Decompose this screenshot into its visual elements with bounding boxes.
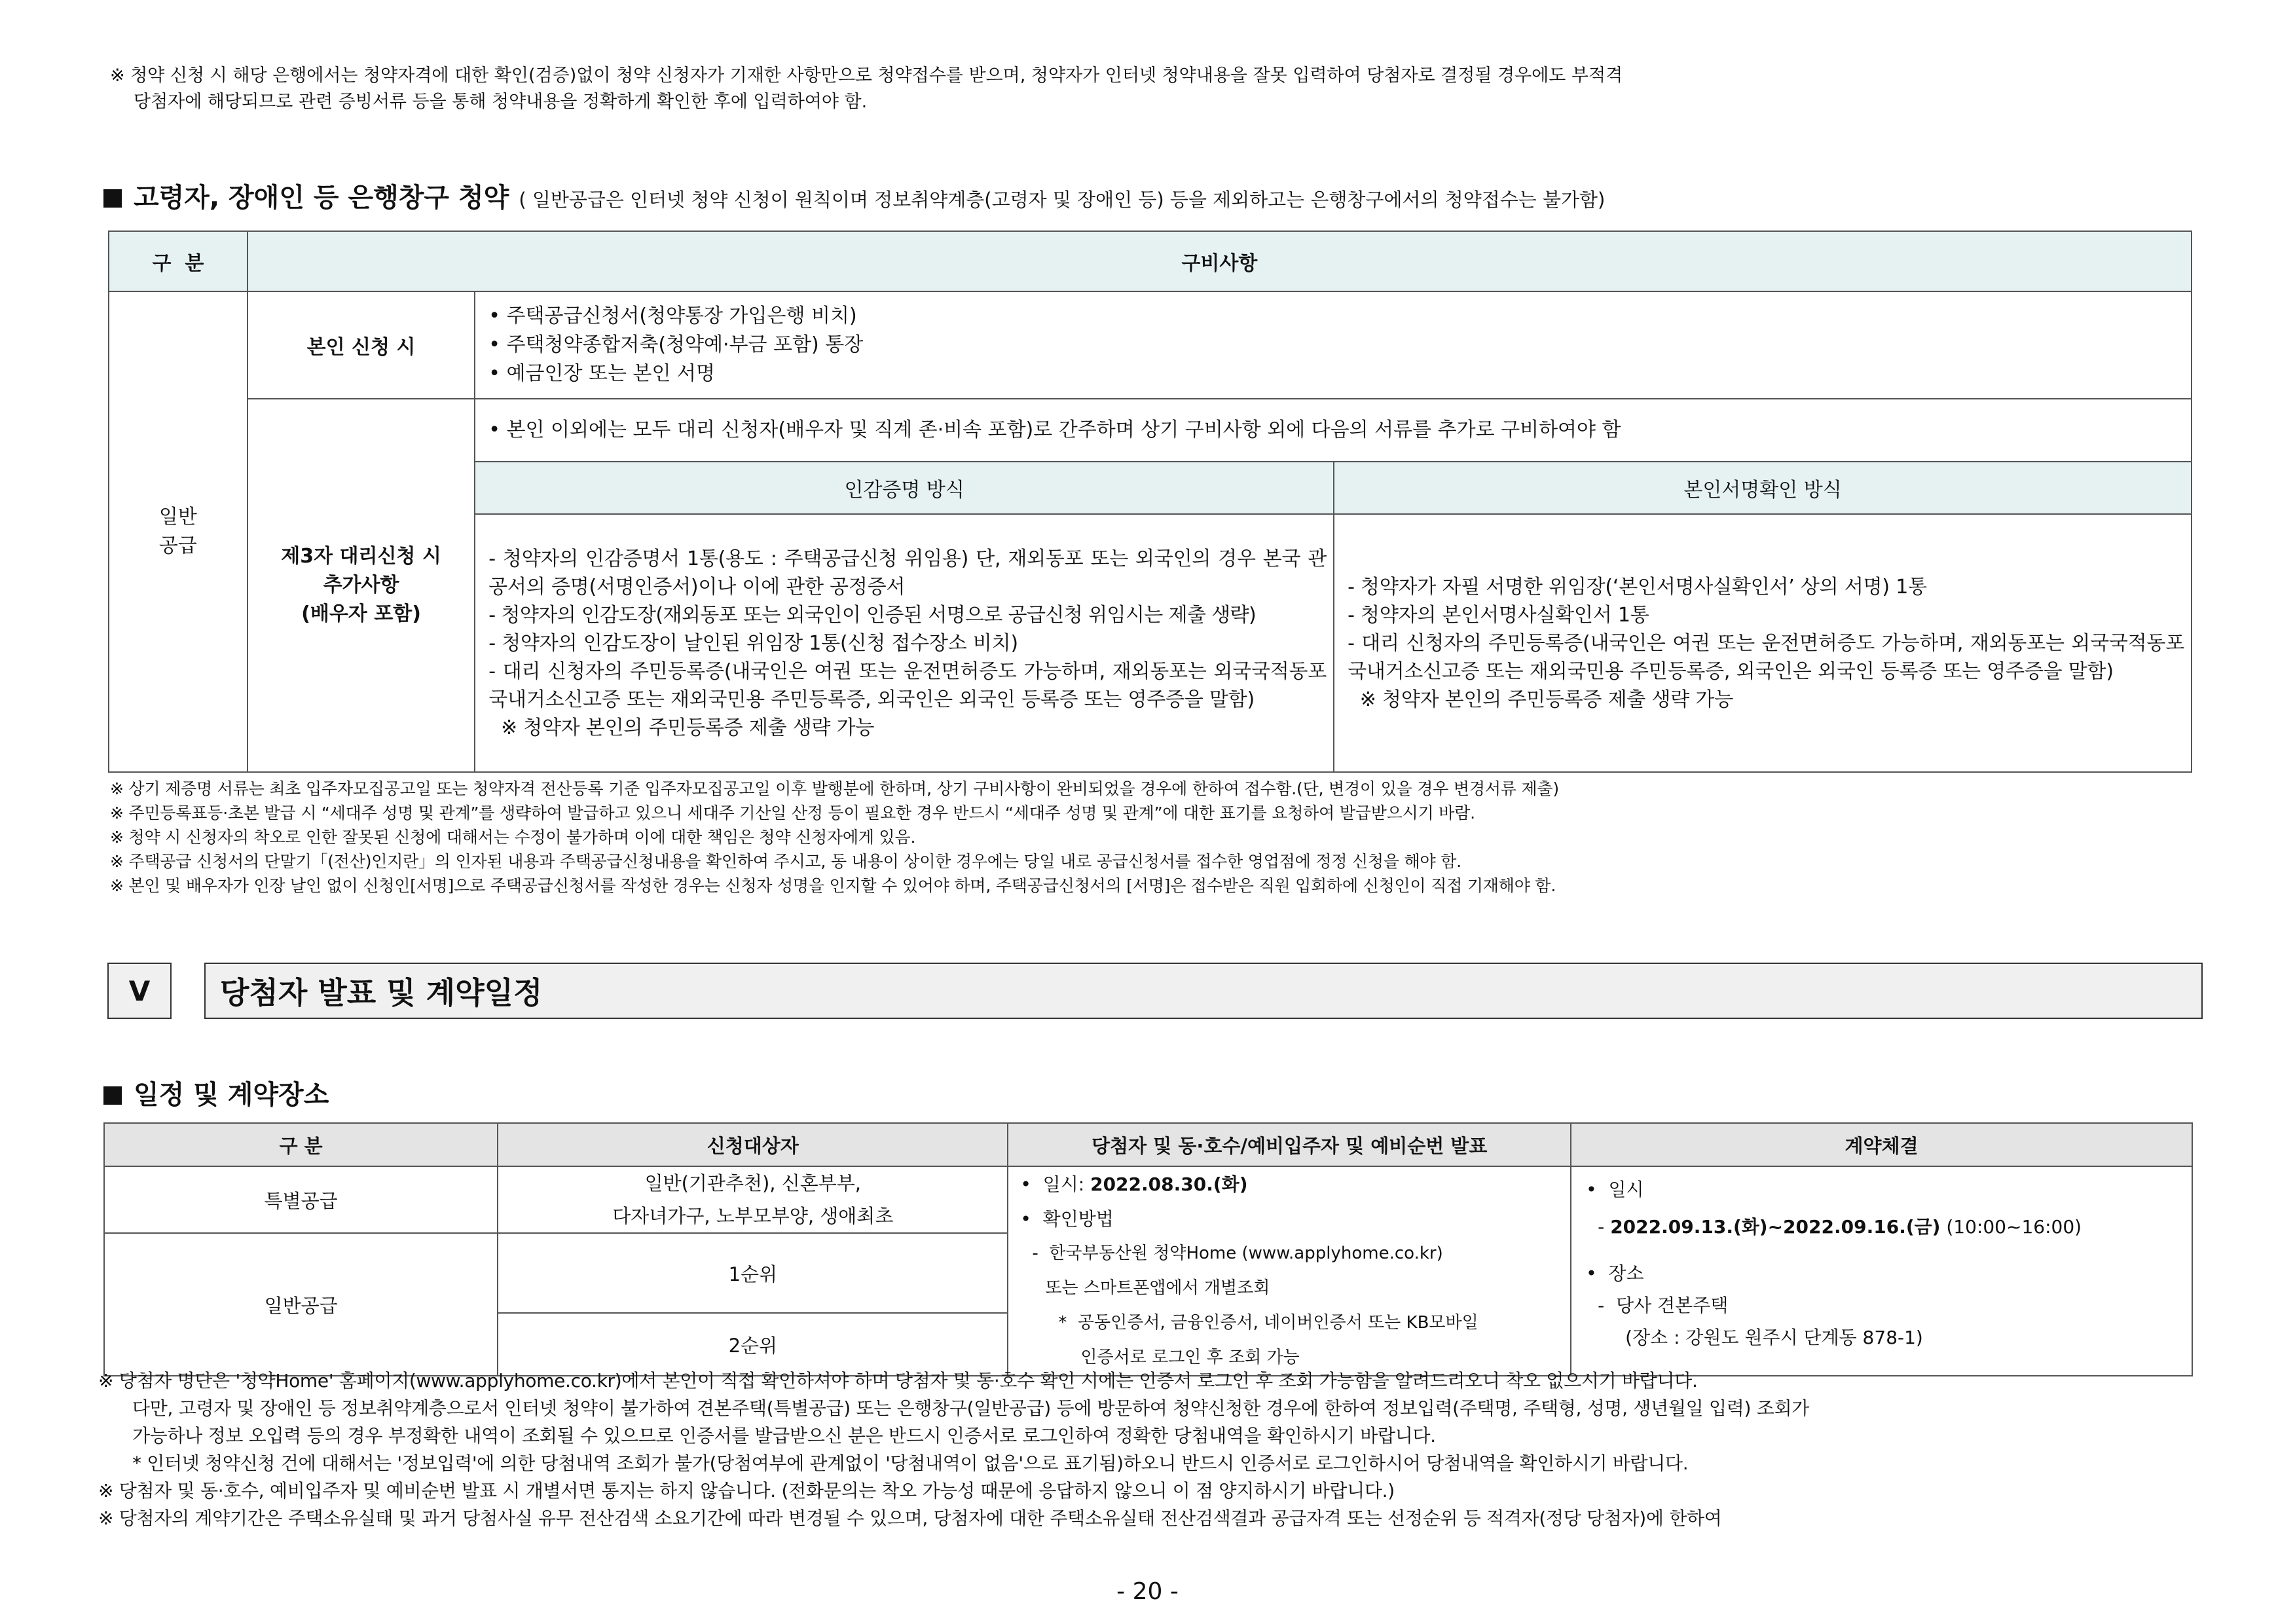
header-targets: 신청대상자 (498, 1123, 1008, 1166)
section-v-title: 당첨자 발표 및 계약일정 (220, 975, 543, 1010)
note-line: ※ 주택공급 신청서의 단말기「(전산)인지란」의 인자된 내용과 주택공급신청내용을 확인하여 주시고, 동 내용이 상이한 경우에는 당일 내로 공급신청서를 접수한 영업점에 정정 신청을 해야 함. (110, 852, 1461, 871)
proxy-label-line: 추가사항 (323, 574, 399, 597)
note-line: 가능하나 정보 오입력 등의 경우 부정확한 내역이 조회될 수 있으므로 인증서를 발급받으신 분은 반드시 인증서로 로그인하여 정확한 당첨내역을 확인하시기 바랍니다. (132, 1425, 1436, 1447)
sign-method-items (1334, 514, 2192, 772)
method-seal-header: 인감증명 방식 (475, 462, 1334, 514)
contract-time: (10:00~16:00) (1940, 1216, 2082, 1238)
note-line: ※ 주민등록표등·초본 발급 시 “세대주 성명 및 관계”를 생략하여 발급하고 있으니 세대주 기산일 산정 등이 필요한 경우 반드시 “세대주 성명 및 관계”에 대한 표기를 요청하여 발급받으시기 바람. (110, 803, 1475, 822)
list-item: - 대리 신청자의 주민등록증(내국인은 여권 또는 운전면허증도 가능하며, 재외동포는 외국국적동포 국내거소신고증 또는 재외국민용 주민등록증, 외국인은 외국인 등록증 또는 영주증을 말함) (488, 659, 1327, 711)
proxy-intro: • 본인 이외에는 모두 대리 신청자(배우자 및 직계 존·비속 포함)로 간주하며 상기 구비사항 외에 다음의 서류를 추가로 구비하여야 함 (475, 399, 2192, 462)
table1-notes (110, 777, 1559, 898)
top-note-line: 당첨자에 해당되므로 관련 증빙서류 등을 통해 청약내용을 정확하게 확인한 후에 입력하여야 함. (134, 92, 868, 112)
self-application-items (475, 291, 2192, 399)
announce-date: 2022.08.30.(화) (1090, 1173, 1248, 1195)
self-application-label: 본인 신청 시 (248, 291, 475, 399)
rank2-label: 2순위 (498, 1313, 1008, 1376)
square-bullet-icon (103, 189, 122, 208)
proxy-label-line: 제3자 대리신청 시 (281, 545, 441, 568)
contract-date-line: - 2022.09.13.(화)~2022.09.16.(금) (10:00~16:00) (1598, 1216, 2082, 1238)
header-announcement: 당첨자 및 동·호수/예비입주자 및 예비순번 발표 (1008, 1123, 1571, 1166)
schedule-table (103, 1122, 2193, 1376)
announce-detail: 또는 스마트폰앱에서 개별조회 (1045, 1278, 1270, 1298)
note-line: ※ 당첨자의 계약기간은 주택소유실태 및 과거 당첨사실 유무 전산검색 소요기간에 따라 변경될 수 있으며, 당첨자에 대한 주택소유실태 전산검색결과 공급자격 또는 선정순위 등 적격자(정당 당첨자)에 한하여 (98, 1507, 1722, 1529)
contract-place-label: • 장소 (1586, 1263, 1644, 1284)
method-sign-header: 본인서명확인 방식 (1334, 462, 2192, 514)
announcement-cell (1008, 1166, 1571, 1376)
section1-heading (103, 177, 1605, 214)
section2-title: 일정 및 계약장소 (134, 1080, 329, 1110)
rank1-label: 1순위 (498, 1233, 1008, 1313)
list-item: - 대리 신청자의 주민등록증(내국인은 여권 또는 운전면허증도 가능하며, 재외동포는 외국국적동포 국내거소신고증 또는 재외국민용 주민등록증, 외국인은 외국인 등록증 또는 영주증을 말함) (1348, 631, 2184, 683)
announce-detail: - 한국부동산원 청약Home (www.applyhome.co.kr) (1032, 1244, 1443, 1263)
proxy-label-line: (배우자 포함) (301, 602, 421, 625)
seal-method-items (475, 514, 1334, 772)
header-contract: 계약체결 (1571, 1123, 2192, 1166)
top-note (110, 63, 1623, 115)
announce-date-line (1020, 1167, 1562, 1202)
row-label-general-supply: 일반 공급 (109, 291, 248, 772)
list-item: - 청약자의 인감도장이 날인된 위임장 1통(신청 접수장소 비치) (488, 631, 1018, 655)
page-number: - 20 - (1116, 1578, 1179, 1605)
note-line: ※ 상기 제증명 서류는 최초 입주자모집공고일 또는 청약자격 전산등록 기준 입주자모집공고일 이후 발행분에 한하며, 상기 구비사항이 완비되었을 경우에 한하여 접수함.(단, 변경이 있을 경우 변경서류 제출) (110, 779, 1559, 798)
announce-method: • 확인방법 (1020, 1208, 1114, 1230)
section-v-number: V (128, 974, 151, 1007)
list-item: - 청약자가 자필 서명한 위임장(‘본인서명사실확인서’ 상의 서명) 1통 (1348, 575, 1927, 599)
list-item: - 청약자의 인감증명서 1통(용도 : 주택공급신청 위임용) 단, 재외동포 또는 외국인의 경우 본국 관공서의 증명(서명인증서)이나 이에 관한 공정증서 (488, 547, 1327, 599)
square-bullet-icon (103, 1086, 122, 1105)
special-supply-targets (498, 1166, 1008, 1233)
list-item: • 주택청약종합저축(청약예·부금 포함) 통장 (488, 333, 864, 356)
announce-detail: * 공동인증서, 금융인증서, 네이버인증서 또는 KB모바일 (1058, 1313, 1478, 1333)
bank-window-requirements-table (108, 231, 2192, 773)
contract-date: 2022.09.13.(화)~2022.09.16.(금) (1610, 1216, 1941, 1238)
header-requirements: 구비사항 (248, 231, 2192, 291)
target-line: 다자녀가구, 노부모부양, 생애최초 (612, 1205, 894, 1227)
announce-date-label: • 일시: (1020, 1173, 1091, 1195)
list-item: • 주택공급신청서(청약통장 가입은행 비치) (488, 304, 857, 327)
section2-heading (103, 1074, 329, 1111)
note-line: ※ 당첨자 명단은 '청약Home' 홈페이지(www.applyhome.co.kr)에서 본인이 직접 확인하셔야 하며 당첨자 및 동·호수 확인 시에는 인증서 로그인 후 조회 가능함을 알려드리오니 착오 없으시기 바랍니다. (98, 1370, 1698, 1392)
note-line: 다만, 고령자 및 장애인 등 정보취약계층으로서 인터넷 청약이 불가하여 견본주택(특별공급) 또는 은행창구(일반공급) 등에 방문하여 청약신청한 경우에 한하여 정보입력(주택명, 주택형, 성명, 생년월일 입력) 조회가 (132, 1397, 1809, 1419)
section-v-number-box (107, 963, 172, 1019)
note-line: ※ 당첨자 및 동·호수, 예비입주자 및 예비순번 발표 시 개별서면 통지는 하지 않습니다. (전화문의는 착오 가능성 때문에 응답하지 않으니 이 점 양지하시기 바랍니다.) (98, 1480, 1395, 1502)
list-item: - 청약자의 인감도장(재외동포 또는 외국인이 인증된 서명으로 공급신청 위임시는 제출 생략) (488, 603, 1257, 627)
header-gubun: 구 분 (109, 231, 248, 291)
section1-subtitle: ( 일반공급은 인터넷 청약 신청이 원칙이며 정보취약계층(고령자 및 장애인 등) 등을 제외하고는 은행창구에서의 청약접수는 불가함) (519, 189, 1606, 211)
proxy-application-label (248, 399, 475, 772)
header-gubun: 구 분 (104, 1123, 498, 1166)
target-line: 일반(기관추천), 신혼부부, (644, 1172, 862, 1194)
top-note-line: ※ 청약 신청 시 해당 은행에서는 청약자격에 대한 확인(검증)없이 청약 신청자가 기재한 사항만으로 청약접수를 받으며, 청약자가 인터넷 청약내용을 잘못 입력하여 당첨자로 결정될 경우에도 부적격 (110, 65, 1623, 86)
contract-address: (장소 : 강원도 원주시 단계동 878-1) (1625, 1327, 1923, 1348)
note-line: ※ 본인 및 배우자가 인장 날인 없이 신청인[서명]으로 주택공급신청서를 작성한 경우는 신청자 성명을 인지할 수 있어야 하며, 주택공급신청서의 [서명]은 접수받은 직원 입회하에 신청인이 직접 기재해야 함. (110, 876, 1556, 895)
announce-detail: 인증서로 로그인 후 조회 가능 (1080, 1348, 1300, 1367)
list-item: - 청약자의 본인서명사실확인서 1통 (1348, 603, 1649, 627)
bottom-notes (98, 1367, 1809, 1532)
list-item: ※ 청약자 본인의 주민등록증 제출 생략 가능 (1348, 688, 1733, 711)
special-supply-label: 특별공급 (104, 1166, 498, 1233)
list-item: • 예금인장 또는 본인 서명 (488, 362, 715, 385)
section-v-title-box (204, 963, 2203, 1019)
contract-place: - 당사 견본주택 (1598, 1295, 1729, 1316)
general-supply-label: 일반공급 (104, 1233, 498, 1376)
section1-title: 고령자, 장애인 등 은행창구 청약 (134, 183, 509, 213)
note-line: * 인터넷 청약신청 건에 대해서는 '정보입력'에 의한 당첨내역 조회가 불가(당첨여부에 관계없이 '당첨내역이 없음'으로 표기됨)하오니 반드시 인증서로 로그인하시어 당첨내역을 확인하시기 바랍니다. (132, 1452, 1689, 1474)
contract-date-label: • 일시 (1586, 1179, 1644, 1200)
contract-cell (1571, 1166, 2192, 1376)
note-line: ※ 청약 시 신청자의 착오로 인한 잘못된 신청에 대해서는 수정이 불가하며 이에 대한 책임은 청약 신청자에게 있음. (110, 828, 916, 847)
list-item: ※ 청약자 본인의 주민등록증 제출 생략 가능 (488, 716, 875, 739)
